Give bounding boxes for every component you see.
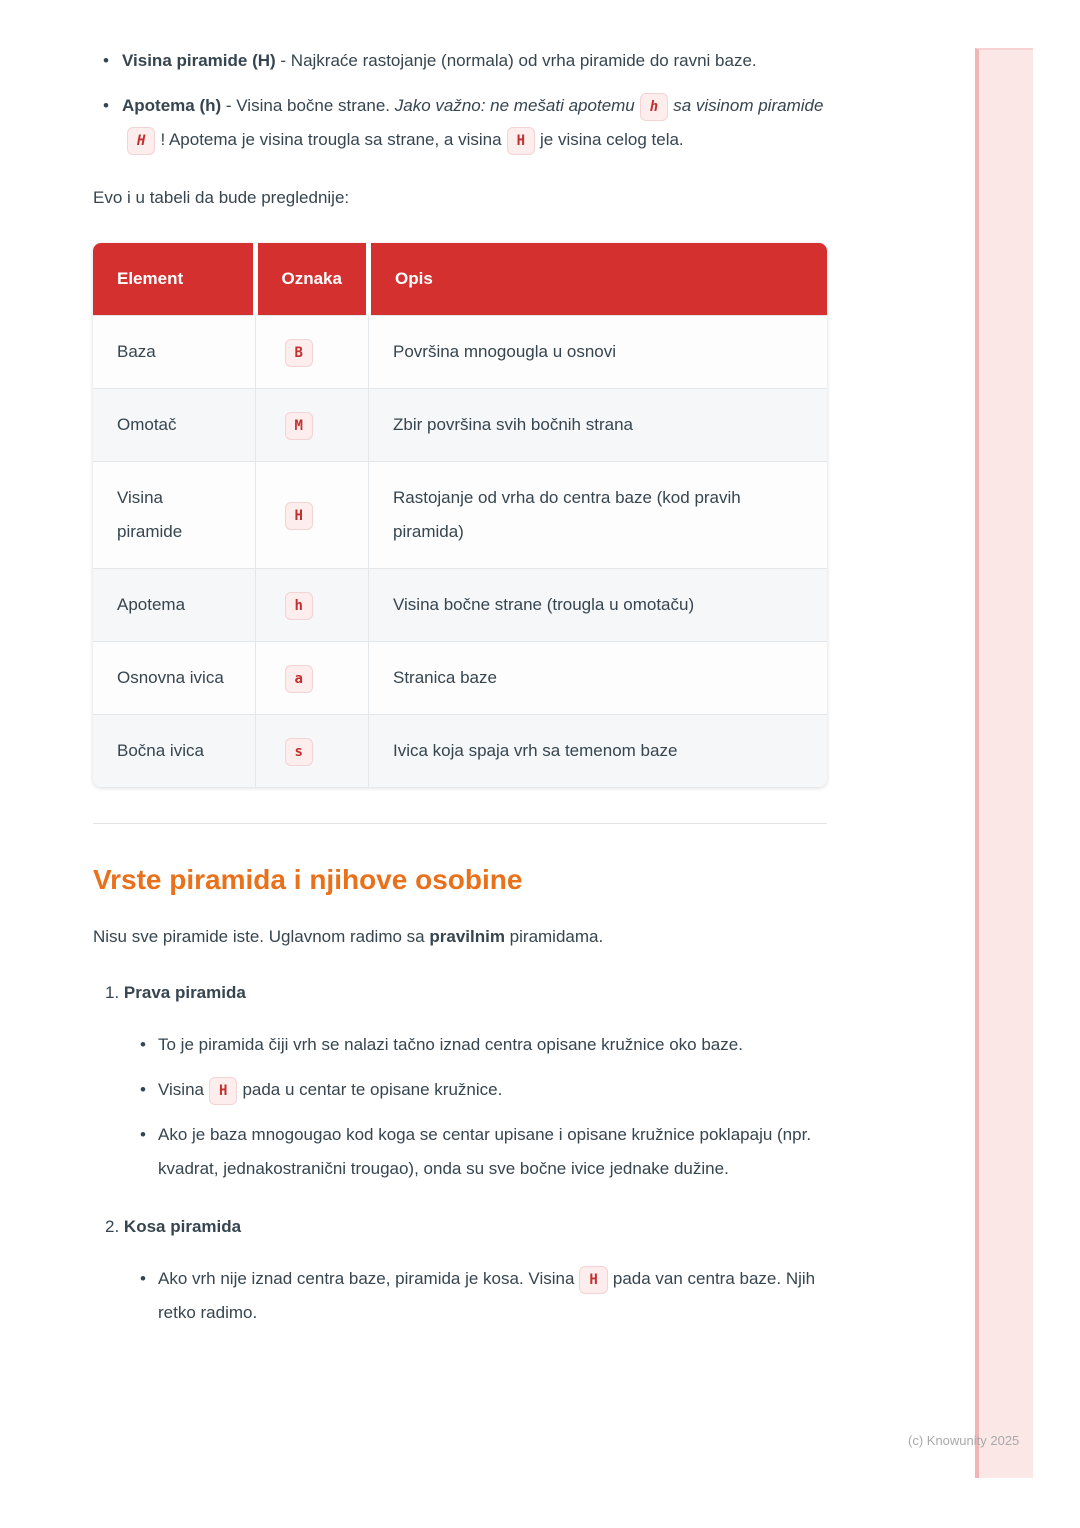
definitions-list [93,44,827,157]
cell-element: Omotač [93,389,255,462]
cell-oznaka [255,569,368,642]
page-edge-decoration [975,48,1033,1478]
column-header-element: Element [93,243,255,316]
term-apotema: Apotema (h) [122,96,222,115]
table-row [93,715,827,788]
cell-element: Baza [93,316,255,389]
bullet-kosa-1 [93,1262,827,1330]
copyright-watermark: (c) Knowunity 2025 [908,1433,1020,1448]
item-number: 1. [105,983,120,1002]
cell-opis: Zbir površina svih bočnih strana [368,389,827,462]
cell-opis: Površina mnogougla u osnovi [368,316,827,389]
cell-oznaka [255,642,368,715]
cell-oznaka [255,316,368,389]
list-item-prava-piramida [93,976,827,1186]
symbol-badge-s: s [285,738,313,766]
cell-oznaka [255,715,368,788]
bullet-prava-3: • Ako je baza mnogougao kod koga se centar upisane i opisane kružnice poklapaju (npr. kvadrat, jednakostranični trougao), onda su sve bočne ivice jednake dužine. [93,1118,827,1186]
item-title-text: Kosa piramida [123,1217,242,1236]
table-intro-text: Evo i u tabeli da bude preglednije: [93,188,350,207]
apotema-warning-2: sa visinom piramide [673,96,824,115]
definition-apotema-post: je visina celog tela. [540,130,684,149]
definition-visina-piramide: - Najkraće rastojanje (normala) od vrha piramide do ravni baze. [275,51,757,70]
document-content [93,44,827,1354]
table-row [93,389,827,462]
definition-apotema-pre: - Visina bočne strane. [221,96,395,115]
lead-post: piramidama. [504,927,604,946]
table-row [93,462,827,569]
symbol-badge-H: H [209,1077,237,1105]
item-title-kosa [93,1210,827,1244]
cell-element: Apotema [93,569,255,642]
cell-oznaka [255,389,368,462]
symbol-badge-M: M [285,412,313,440]
definition-apotema-mid: ! Apotema je visina trougla sa strane, a visina [160,130,502,149]
symbol-badge-H: H [579,1266,607,1294]
table-header-row [93,243,827,316]
column-header-oznaka: Oznaka [255,243,368,316]
cell-element: Bočna ivica [93,715,255,788]
section-lead [93,920,827,954]
section-heading: Vrste piramida i njihove osobine [93,864,523,895]
elements-table-card [93,243,827,787]
pyramid-types-list [93,976,827,1330]
symbol-badge-H: H [507,127,535,155]
term-visina-piramide: Visina piramide (H) [122,51,276,70]
cell-oznaka [255,462,368,569]
elements-table [93,243,827,787]
bullet-prava-2 [93,1073,827,1107]
list-item-kosa-piramida [93,1210,827,1330]
item-title-text: Prava piramida [123,983,246,1002]
cell-element: Osnovna ivica [93,642,255,715]
symbol-badge-h: h [285,592,313,620]
cell-element: Visina piramide [93,462,255,569]
item-title-prava [93,976,827,1010]
section-divider [93,823,827,824]
item-number: 2. [105,1217,120,1236]
apotema-warning-1: Jako važno: ne mešati apotemu [394,96,635,115]
symbol-badge-H: H [285,502,313,530]
table-row [93,642,827,715]
bullet-kosa-1-post: pada van centra baze. Njih retko radimo. [158,1269,816,1322]
cell-opis: Visina bočne strane (trougla u omotaču) [368,569,827,642]
bullet-prava-2-pre: Visina [158,1080,204,1099]
bullet-kosa-1-pre: Ako vrh nije iznad centra baze, piramida je kosa. Visina [158,1269,575,1288]
table-row [93,316,827,389]
cell-opis: Stranica baze [368,642,827,715]
cell-opis: Ivica koja spaja vrh sa temenom baze [368,715,827,788]
table-row [93,569,827,642]
symbol-badge-B: B [285,339,313,367]
bullet-prava-1: • To je piramida čiji vrh se nalazi tačno iznad centra opisane kružnice oko baze. [93,1028,827,1062]
symbol-badge-h: h [640,93,668,121]
bullet-visina-piramide [93,44,827,78]
lead-pre: Nisu sve piramide iste. Uglavnom radimo sa [93,927,430,946]
lead-bold-pravilnim: pravilnim [429,927,505,946]
column-header-opis: Opis [368,243,827,316]
symbol-badge-a: a [285,665,313,693]
bullet-apotema [93,89,827,157]
kosa-piramida-bullets [93,1262,827,1330]
bullet-prava-2-post: pada u centar te opisane kružnice. [242,1080,503,1099]
prava-piramida-bullets [93,1028,827,1186]
cell-opis: Rastojanje od vrha do centra baze (kod pravih piramida) [368,462,827,569]
symbol-badge-H: H [127,127,155,155]
